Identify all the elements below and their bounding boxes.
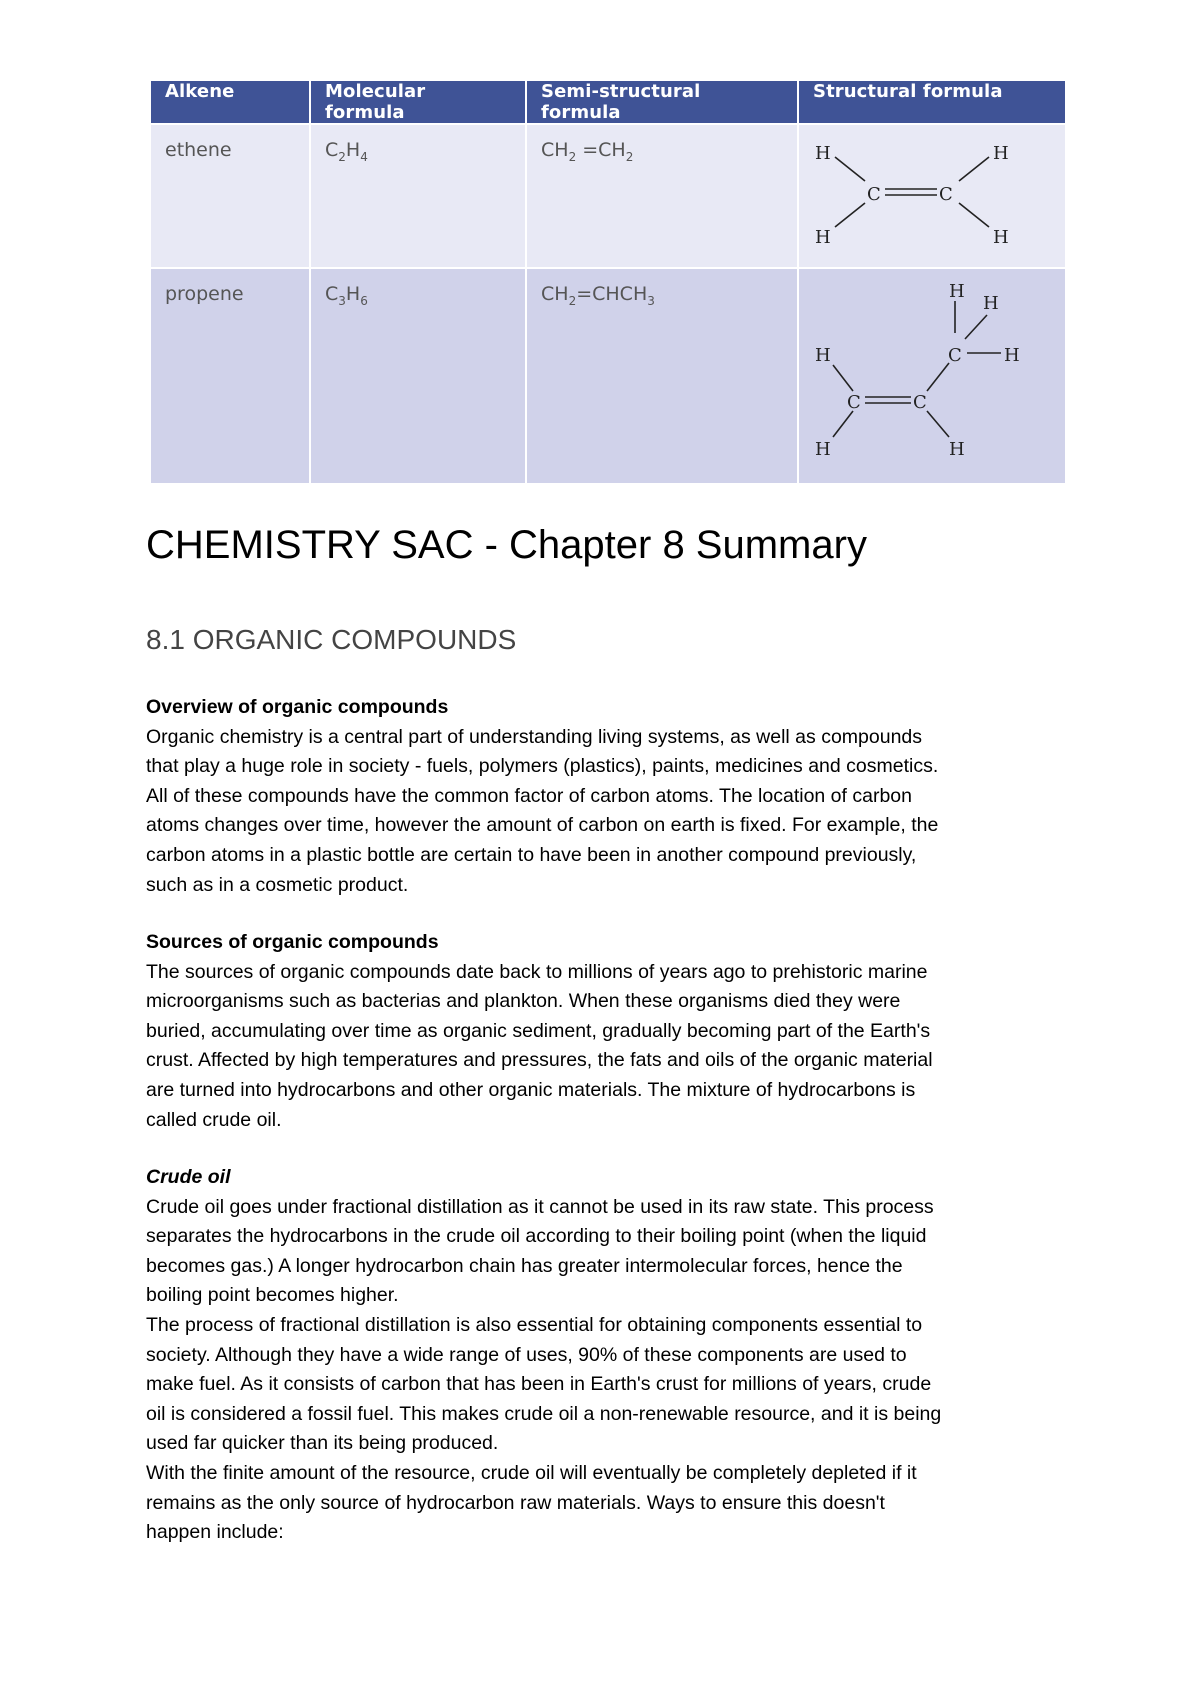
- atom-label: C: [913, 392, 927, 413]
- page-title: CHEMISTRY SAC - Chapter 8 Summary: [146, 523, 867, 567]
- ethene-structure-diagram: [799, 125, 1067, 253]
- column-header-molecular-formula: Molecular formula: [310, 80, 526, 124]
- section-heading: 8.1 ORGANIC COMPOUNDS: [146, 624, 517, 655]
- paragraph-line: microorganisms such as bacterias and plankton. When these organisms died they were: [146, 990, 901, 1013]
- paragraph-line: happen include:: [146, 1521, 284, 1544]
- atom-label: H: [949, 281, 965, 302]
- paragraph-line: carbon atoms in a plastic bottle are certain to have been in another compound previously,: [146, 843, 917, 866]
- alkene-name: ethene: [150, 124, 310, 268]
- paragraph-line: The sources of organic compounds date back to millions of years ago to prehistoric marine: [146, 960, 928, 983]
- atom-label: H: [1004, 345, 1020, 366]
- atom-label: C: [847, 392, 861, 413]
- alkene-table: [149, 79, 1067, 485]
- sources-section: [146, 928, 1086, 1135]
- paragraph-line: Organic chemistry is a central part of understanding living systems, as well as compounds: [146, 725, 923, 748]
- paragraph-line: are turned into hydrocarbons and other organic materials. The mixture of hydrocarbons is: [146, 1078, 916, 1101]
- atom-label: H: [993, 227, 1009, 248]
- paragraph-line: separates the hydrocarbons in the crude oil according to their boiling point (when the liquid: [146, 1225, 927, 1248]
- overview-heading: Overview of organic compounds: [146, 696, 449, 718]
- paragraph-line: With the finite amount of the resource, crude oil will eventually be completely depleted if it: [146, 1461, 917, 1484]
- structural-formula-ethene: [798, 124, 1066, 268]
- crude-oil-section: [146, 1163, 1086, 1548]
- atom-label: C: [939, 184, 953, 205]
- alkene-name: propene: [150, 268, 310, 484]
- molecular-formula: $C_3H_6$: [310, 268, 526, 484]
- column-header-semi-structural-formula: Semi-structural formula: [526, 80, 798, 124]
- paragraph-line: remains as the only source of hydrocarbon raw materials. Ways to ensure this doesn't: [146, 1491, 885, 1514]
- atom-label: C: [948, 345, 962, 366]
- column-header-alkene: Alkene: [150, 80, 310, 124]
- paragraph-line: oil is considered a fossil fuel. This makes crude oil a non-renewable resource, and it is being: [146, 1402, 942, 1425]
- paragraph-line: buried, accumulating over time as organic sediment, gradually becoming part of the Earth's: [146, 1019, 931, 1042]
- paragraph-line: atoms changes over time, however the amount of carbon on earth is fixed. For example, the: [146, 814, 939, 837]
- propene-structure-diagram: [799, 269, 1067, 469]
- atom-label: H: [815, 345, 831, 366]
- atom-label: H: [949, 439, 965, 460]
- paragraph-line: crust. Affected by high temperatures and pressures, the fats and oils of the organic material: [146, 1049, 933, 1072]
- paragraph-line: Crude oil goes under fractional distillation as it cannot be used in its raw state. This process: [146, 1195, 934, 1218]
- overview-section: [146, 693, 1086, 900]
- table-row: [150, 124, 1066, 268]
- semi-structural-formula: $CH_2 =CH_2$: [526, 124, 798, 268]
- semi-structural-formula: $CH_2=CHCH_3$: [526, 268, 798, 484]
- atom-label: H: [993, 143, 1009, 164]
- sources-heading: Sources of organic compounds: [146, 931, 439, 953]
- atom-label: H: [815, 439, 831, 460]
- paragraph-line: called crude oil.: [146, 1108, 282, 1131]
- paragraph-line: such as in a cosmetic product.: [146, 873, 409, 896]
- paragraph-line: becomes gas.) A longer hydrocarbon chain has greater intermolecular forces, hence the: [146, 1254, 903, 1277]
- table-row: [150, 268, 1066, 484]
- atom-label: H: [983, 293, 999, 314]
- structural-formula-propene: [798, 268, 1066, 484]
- column-header-structural-formula: Structural formula: [798, 80, 1066, 124]
- paragraph-line: boiling point becomes higher.: [146, 1284, 399, 1307]
- molecular-formula: $C_2H_4$: [310, 124, 526, 268]
- paragraph-line: The process of fractional distillation is also essential for obtaining components essential to: [146, 1313, 923, 1336]
- atom-label: H: [815, 227, 831, 248]
- paragraph-line: used far quicker than its being produced.: [146, 1432, 499, 1455]
- crude-oil-heading: Crude oil: [146, 1166, 231, 1188]
- atom-label: C: [867, 184, 881, 205]
- paragraph-line: society. Although they have a wide range of uses, 90% of these components are used to: [146, 1343, 907, 1366]
- paragraph-line: make fuel. As it consists of carbon that has been in Earth's crust for millions of years, crude: [146, 1373, 932, 1396]
- paragraph-line: All of these compounds have the common factor of carbon atoms. The location of carbon: [146, 784, 912, 807]
- table-header-row: [150, 80, 1066, 124]
- atom-label: H: [815, 143, 831, 164]
- paragraph-line: that play a huge role in society - fuels, polymers (plastics), paints, medicines and cosmetics.: [146, 755, 939, 778]
